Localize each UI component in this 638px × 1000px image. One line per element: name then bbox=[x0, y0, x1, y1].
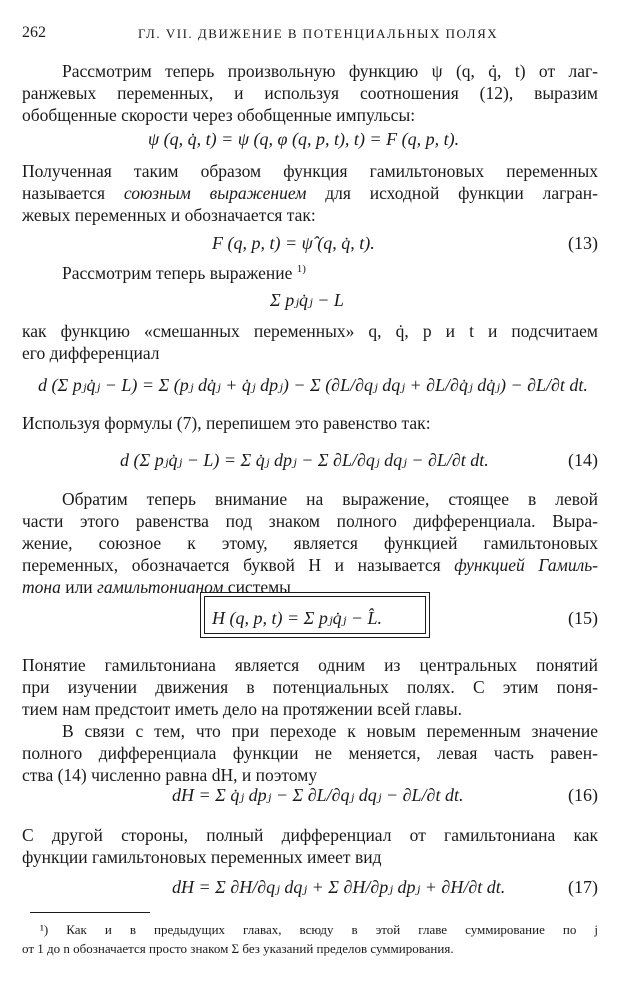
text-line: Понятие гамильтониана является одним из центральных понятий bbox=[22, 655, 598, 675]
running-title: ГЛ. VII. ДВИЖЕНИЕ В ПОТЕНЦИАЛЬНЫХ ПОЛЯХ bbox=[138, 26, 499, 41]
text-line: при изучении движения в потенциальных полях. С этим поня- bbox=[22, 677, 598, 697]
footnote bbox=[22, 920, 598, 958]
equation-15 bbox=[22, 605, 598, 631]
text-line: Полученная таким образом функция гамильтоновых переменных bbox=[22, 161, 598, 181]
equation-number: (13) bbox=[568, 233, 598, 253]
equation-expression: d (Σ pⱼq̇ⱼ − L) = Σ (pⱼ dq̇ⱼ + q̇ⱼ dpⱼ) − Σ (∂L/∂qⱼ dqⱼ + ∂L/∂q̇ⱼ dq̇ⱼ) − ∂L/∂t dt. bbox=[38, 375, 588, 395]
equation-expression: d (Σ pⱼq̇ⱼ − L) = Σ q̇ⱼ dpⱼ − Σ ∂L/∂qⱼ dqⱼ − ∂L/∂t dt. bbox=[120, 450, 489, 470]
footnote-mark: 1) bbox=[296, 263, 306, 276]
text-span: Используя формулы (7), перепишем это равенство так: bbox=[22, 413, 431, 433]
text-span: называется bbox=[22, 183, 106, 203]
text-line: Рассмотрим теперь произвольную функцию ψ (q, q̇, t) от лаг- bbox=[62, 61, 598, 81]
equation-number: (15) bbox=[568, 608, 598, 628]
paragraph-5 bbox=[22, 412, 598, 434]
equation-expression: dH = Σ q̇ⱼ dpⱼ − Σ ∂L/∂qⱼ dqⱼ − ∂L/∂t dt. bbox=[172, 785, 464, 805]
text-line: как функцию «смешанных переменных» q, q̇, p и t и подсчитаем bbox=[22, 321, 598, 341]
footnote-line: от 1 до n обозначается просто знаком Σ без указаний пределов суммирования. bbox=[22, 941, 454, 956]
page-number: 262 bbox=[22, 24, 46, 41]
term-emphasis: тона bbox=[22, 577, 61, 597]
equation-differential bbox=[22, 372, 598, 398]
text-line bbox=[22, 554, 598, 576]
equation-sum bbox=[22, 287, 598, 313]
text-line: части этого равенства под знаком полного дифференциала. Выра- bbox=[22, 511, 598, 531]
page-header bbox=[22, 24, 618, 44]
term-emphasis: функцией Гамиль- bbox=[454, 555, 599, 575]
text-line: полного дифференциала функции не меняется, левая часть равен- bbox=[22, 743, 598, 763]
equation-expression: Σ pⱼq̇ⱼ − L bbox=[270, 290, 344, 310]
equation-number: (16) bbox=[568, 785, 598, 805]
text-line: ства (14) численно равна dH, и поэтому bbox=[22, 765, 318, 785]
equation-a bbox=[22, 126, 598, 152]
text-line: Обратим теперь внимание на выражение, стоящее в левой bbox=[62, 489, 598, 509]
equation-17 bbox=[22, 874, 598, 900]
paragraph-7 bbox=[22, 654, 598, 720]
equation-number: (14) bbox=[568, 450, 598, 470]
text-span: системы bbox=[227, 577, 291, 597]
equation-expression: dH = Σ ∂H/∂qⱼ dqⱼ + Σ ∂H/∂pⱼ dpⱼ + ∂H/∂t dt. bbox=[172, 877, 506, 897]
equation-13 bbox=[22, 230, 598, 256]
footnote-divider bbox=[30, 912, 150, 913]
text-line: его дифференциал bbox=[22, 343, 160, 363]
paragraph-3 bbox=[22, 262, 598, 284]
text-line: ранжевых переменных, и используя соотношения (12), выразим bbox=[22, 83, 598, 103]
term-emphasis: союзным выражением bbox=[123, 183, 307, 203]
equation-16 bbox=[22, 782, 598, 808]
text-line: жевых переменных и обозначается так: bbox=[22, 205, 316, 225]
equation-expression: ψ (q, q̇, t) = ψ (q, φ (q, p, t), t) = F (q, p, t). bbox=[148, 129, 460, 149]
text-line: С другой стороны, полный дифференциал от гамильтониана как bbox=[22, 825, 598, 845]
footnote-line: ¹) Как и в предыдущих главах, всюду в этой главе суммирование по j bbox=[40, 922, 598, 937]
equation-expression: H (q, p, t) = Σ pⱼq̇ⱼ − L̂. bbox=[212, 608, 382, 628]
paragraph-4 bbox=[22, 320, 598, 364]
text-line: обобщенные скорости через обобщенные импульсы: bbox=[22, 105, 416, 125]
text-span: переменных, обозначается буквой H и называется bbox=[22, 555, 441, 575]
paragraph-8 bbox=[22, 720, 598, 786]
paragraph-1 bbox=[22, 60, 598, 126]
text-span: для исходной функции лагран- bbox=[325, 183, 598, 203]
term-emphasis: гамильтонианом bbox=[97, 577, 224, 597]
text-span: или bbox=[65, 577, 93, 597]
text-line: функции гамильтоновых переменных имеет вид bbox=[22, 847, 382, 867]
paragraph-6 bbox=[22, 488, 598, 598]
equation-14 bbox=[22, 447, 598, 473]
text-span: Рассмотрим теперь выражение bbox=[62, 263, 293, 283]
equation-expression: F (q, p, t) = ψ̂ (q, q̇, t). bbox=[212, 233, 375, 253]
text-line: тием нам предстоит иметь дело на протяжении всей главы. bbox=[22, 699, 462, 719]
text-line: В связи с тем, что при переходе к новым переменным значение bbox=[62, 721, 598, 741]
equation-number: (17) bbox=[568, 877, 598, 897]
text-line: жение, союзное к этому, является функцией гамильтоновых bbox=[22, 533, 598, 553]
paragraph-9 bbox=[22, 824, 598, 868]
text-line bbox=[22, 182, 598, 204]
paragraph-2 bbox=[22, 160, 598, 226]
